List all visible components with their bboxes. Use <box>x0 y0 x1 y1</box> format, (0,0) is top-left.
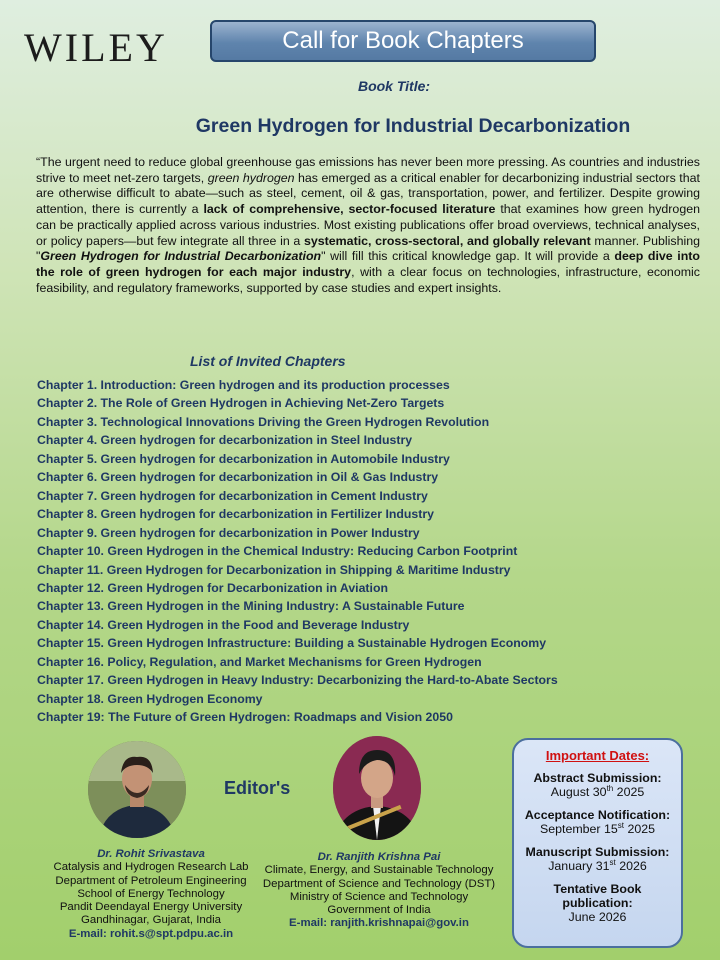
date-suffix: st <box>609 857 616 867</box>
intro-text: manner. Publishing " <box>36 233 700 264</box>
chapter-item: Chapter 4. Green hydrogen for decarbonization in Steel Industry <box>37 433 413 448</box>
manuscript-date <box>514 845 681 874</box>
editor-2-name: Dr. Ranjith Krishna Pai <box>317 851 441 863</box>
chapter-item: Chapter 10. Green Hydrogen in the Chemical Industry: Reducing Carbon Footprint <box>37 544 518 559</box>
chapter-list <box>37 376 697 727</box>
chapter-item: Chapter 13. Green Hydrogen in the Mining Industry: A Sustainable Future <box>37 599 465 614</box>
intro-text: that examines how green hydrogen can be practically applied across various industries. Most existing publications offer broad overviews, technical analyses, or policy papers—but few integrate all three in a <box>36 202 700 248</box>
date-label: publication: <box>562 896 633 910</box>
intro-emphasis: green hydrogen <box>207 170 295 185</box>
date-value <box>514 785 681 800</box>
editor-2-affiliation: Department of Science and Technology (DST) <box>262 877 496 890</box>
chapter-item: Chapter 11. Green Hydrogen for Decarbonization in Shipping & Maritime Industry <box>37 562 511 577</box>
intro-text: " will fill this critical knowledge gap. It will provide a <box>321 249 615 264</box>
date-suffix: th <box>606 783 614 793</box>
important-dates-box <box>512 738 683 948</box>
date-label: Manuscript Submission: <box>525 845 670 859</box>
date-label: Tentative Book <box>553 882 642 896</box>
chapter-item: Chapter 18. Green Hydrogen Economy <box>37 691 263 706</box>
abstract-date <box>514 771 681 800</box>
chapter-item: Chapter 7. Green hydrogen for decarbonization in Cement Industry <box>37 488 428 503</box>
editor-1-photo <box>88 741 186 838</box>
chapters-heading: List of Invited Chapters <box>190 353 346 369</box>
editors-heading: Editor's <box>224 778 291 798</box>
chapter-item: Chapter 12. Green Hydrogen for Decarbonization in Aviation <box>37 580 388 595</box>
intro-book-title: Green Hydrogen for Industrial Decarbonization <box>40 249 322 264</box>
editor-1-affiliation: School of Energy Technology <box>77 887 225 900</box>
intro-bold: systematic, cross-sectoral, and globally relevant <box>303 233 591 248</box>
editor-1-email[interactable]: E-mail: rohit.s@spt.pdpu.ac.in <box>68 927 234 940</box>
editor-1-name: Dr. Rohit Srivastava <box>97 848 205 860</box>
chapter-item: Chapter 9. Green hydrogen for decarbonization in Power Industry <box>37 525 420 540</box>
book-title-label: Book Title: <box>357 78 431 94</box>
wiley-logo: WILEY <box>24 25 168 70</box>
editor-2-photo <box>333 736 421 840</box>
date-year: 2025 <box>613 785 645 799</box>
editor-1-affiliation: Pandit Deendayal Energy University <box>59 901 243 914</box>
chapter-item: Chapter 17. Green Hydrogen in Heavy Industry: Decarbonizing the Hard-to-Abate Sectors <box>37 673 558 688</box>
date-label: Acceptance Notification: <box>524 808 671 822</box>
chapter-item: Chapter 3. Technological Innovations Driving the Green Hydrogen Revolution <box>37 414 490 429</box>
chapter-item: Chapter 16. Policy, Regulation, and Market Mechanisms for Green Hydrogen <box>37 654 482 669</box>
chapter-item: Chapter 2. The Role of Green Hydrogen in Achieving Net-Zero Targets <box>37 396 445 411</box>
chapter-item: Chapter 1. Introduction: Green hydrogen and its production processes <box>37 378 450 392</box>
date-year: 2025 <box>624 822 656 836</box>
editor-2-block <box>248 851 510 931</box>
intro-text: , with a clear focus on technologies, infrastructure, economic feasibility, and regulatory frameworks, supported by case studies and expert insights. <box>36 264 700 295</box>
editor-1-affiliation: Gandhinagar, Gujarat, India <box>81 914 221 927</box>
intro-text: has emerged as a critical enabler for decarbonizing industrial sectors that are otherwise difficult to abate—such as steel, cement, oil & gas, transportation, power, and fertilizer. Despite growing attention, there is currently a <box>36 170 700 217</box>
chapter-item: Chapter 6. Green hydrogen for decarbonization in Oil & Gas Industry <box>37 470 439 485</box>
date-value <box>514 859 681 874</box>
editor-1-affiliation: Catalysis and Hydrogen Research Lab <box>53 861 249 874</box>
intro-bold: deep dive into the role of green hydrogen for each major industry <box>36 249 700 279</box>
date-suffix: st <box>617 820 625 830</box>
acceptance-date <box>514 808 681 837</box>
editor-2-email[interactable]: E-mail: ranjith.krishnapai@gov.in <box>289 917 469 930</box>
intro-paragraph <box>36 155 700 296</box>
chapter-item: Chapter 5. Green hydrogen for decarbonization in Automobile Industry <box>37 451 450 466</box>
intro-text: The urgent need to reduce global greenhouse gas emissions has never been more pressing. As countries and industries strive to meet net-zero targets, <box>36 155 700 185</box>
date-day: September 15 <box>539 822 618 836</box>
editor-1-affiliation: Department of Petroleum Engineering <box>55 874 247 887</box>
call-for-chapters-banner: Call for Book Chapters <box>210 20 596 62</box>
intro-bold: lack of comprehensive, sector-focused literature <box>203 202 496 217</box>
editor-2-affiliation: Ministry of Science and Technology <box>289 890 469 903</box>
date-value <box>514 822 681 837</box>
open-quote: “ <box>36 155 41 169</box>
date-day: January 31 <box>548 859 610 873</box>
chapter-item: Chapter 14. Green Hydrogen in the Food and Beverage Industry <box>37 617 410 632</box>
date-day: August 30 <box>550 785 607 799</box>
date-value: June 2026 <box>568 910 627 924</box>
chapter-item: Chapter 8. Green hydrogen for decarbonization in Fertilizer Industry <box>37 507 434 522</box>
chapter-item: Chapter 19: The Future of Green Hydrogen: Roadmaps and Vision 2050 <box>37 710 453 725</box>
date-label: Abstract Submission: <box>533 771 662 785</box>
publication-date <box>514 882 681 925</box>
editor-1-block <box>18 848 284 941</box>
editor-2-affiliation: Climate, Energy, and Sustainable Technology <box>264 864 494 877</box>
book-title: Green Hydrogen for Industrial Decarbonization <box>195 115 631 137</box>
date-year: 2026 <box>615 859 647 873</box>
chapter-item: Chapter 15. Green Hydrogen Infrastructure: Building a Sustainable Hydrogen Economy <box>37 636 547 651</box>
important-dates-heading: Important Dates: <box>545 748 650 763</box>
editor-2-affiliation: Government of India <box>327 904 431 917</box>
